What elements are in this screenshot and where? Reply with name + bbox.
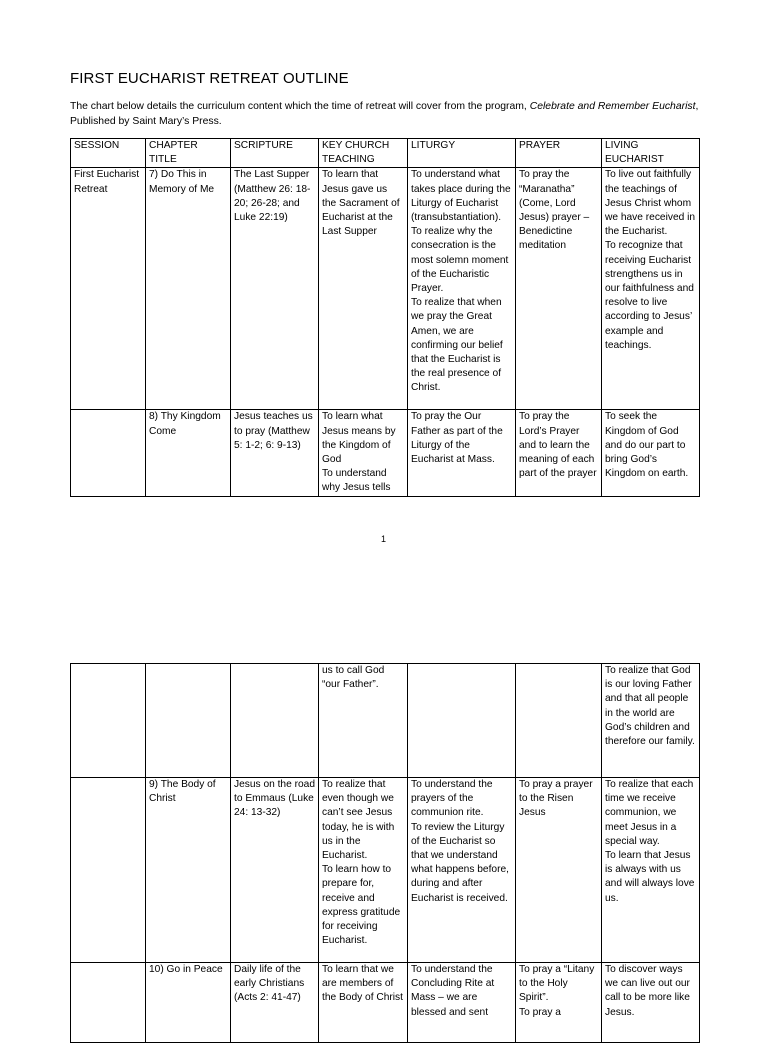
- outline-table-page-2: [70, 663, 700, 1043]
- liturgy-cell: To understand the Concluding Rite at Mass – we are blessed and sent: [408, 963, 516, 1043]
- living-eucharist-cell: To realize that each time we receive communion, we meet Jesus in a special way. To learn that Jesus is always with us and will always love us.: [602, 778, 700, 963]
- outline-table-page-1: [70, 138, 700, 497]
- liturgy-cell: To pray the Our Father as part of the Liturgy of the Eucharist at Mass.: [408, 410, 516, 497]
- chapter-cell: [146, 664, 231, 778]
- teaching-cell: us to call God “our Father”.: [319, 664, 408, 778]
- chapter-cell: 7) Do This in Memory of Me: [146, 168, 231, 410]
- table-row: [71, 963, 700, 1043]
- intro-paragraph: [70, 99, 710, 129]
- header-session: SESSION: [71, 139, 146, 168]
- header-chapter-title: CHAPTER TITLE: [146, 139, 231, 168]
- session-cell: [71, 664, 146, 778]
- teaching-cell: To learn what Jesus means by the Kingdom of God To understand why Jesus tells: [319, 410, 408, 497]
- intro-text: The chart below details the curriculum content which the time of retreat will cover from the program,: [70, 101, 530, 112]
- teaching-cell: To realize that even though we can’t see Jesus today, he is with us in the Eucharist. To learn how to prepare for, receive and express gratitude for receiving Eucharist.: [319, 778, 408, 963]
- intro-publisher: , Published by Saint Mary’s Press.: [70, 101, 699, 127]
- prayer-cell: To pray the Lord’s Prayer and to learn the meaning of each part of the prayer: [516, 410, 602, 497]
- scripture-cell: Jesus on the road to Emmaus (Luke 24: 13-32): [231, 778, 319, 963]
- living-eucharist-cell: To seek the Kingdom of God and do our part to bring God’s Kingdom on earth.: [602, 410, 700, 497]
- page-title: FIRST EUCHARIST RETREAT OUTLINE: [70, 70, 349, 87]
- table-row: [71, 410, 700, 497]
- prayer-cell: [516, 664, 602, 778]
- living-eucharist-cell: To realize that God is our loving Father and that all people in the world are God’s children and therefore our family.: [602, 664, 700, 778]
- table-row: [71, 664, 700, 778]
- teaching-cell: To learn that Jesus gave us the Sacrament of Eucharist at the Last Supper: [319, 168, 408, 410]
- chapter-cell: 9) The Body of Christ: [146, 778, 231, 963]
- header-scripture: SCRIPTURE: [231, 139, 319, 168]
- page-number: 1: [381, 534, 387, 544]
- liturgy-cell: To understand the prayers of the communion rite. To review the Liturgy of the Eucharist so that we understand what happens before, during and after Eucharist is received.: [408, 778, 516, 963]
- prayer-cell: To pray a “Litany to the Holy Spirit”. To pray a: [516, 963, 602, 1043]
- scripture-cell: Daily life of the early Christians (Acts 2: 41-47): [231, 963, 319, 1043]
- program-title: Celebrate and Remember Eucharist: [529, 101, 696, 112]
- session-cell: [71, 778, 146, 963]
- chapter-cell: 10) Go in Peace: [146, 963, 231, 1043]
- prayer-cell: To pray the “Maranatha” (Come, Lord Jesus) prayer – Benedictine meditation: [516, 168, 602, 410]
- chapter-cell: 8) Thy Kingdom Come: [146, 410, 231, 497]
- session-cell: [71, 410, 146, 497]
- header-liturgy: LITURGY: [408, 139, 516, 168]
- table-row: [71, 168, 700, 410]
- living-eucharist-cell: To discover ways we can live out our call to be more like Jesus.: [602, 963, 700, 1043]
- session-cell: [71, 963, 146, 1043]
- prayer-cell: To pray a prayer to the Risen Jesus: [516, 778, 602, 963]
- session-cell: First Eucharist Retreat: [71, 168, 146, 410]
- living-eucharist-cell: To live out faithfully the teachings of Jesus Christ whom we have received in the Eucharist. To recognize that receiving Eucharist strengthens us in our faithfulness and resolve to live according to Jesus’ example and teachings.: [602, 168, 700, 410]
- header-prayer: PRAYER: [516, 139, 602, 168]
- teaching-cell: To learn that we are members of the Body of Christ: [319, 963, 408, 1043]
- liturgy-cell: To understand what takes place during the Liturgy of Eucharist (transubstantiation). To realize why the consecration is the most solemn moment of the Eucharistic Prayer. To realize that when we pray the Great Amen, we are confirming our belief that the Eucharist is the real presence of Christ.: [408, 168, 516, 410]
- header-living-eucharist: LIVING EUCHARIST: [602, 139, 700, 168]
- scripture-cell: [231, 664, 319, 778]
- table-header-row: [71, 139, 700, 168]
- scripture-cell: The Last Supper (Matthew 26: 18-20; 26-28; and Luke 22:19): [231, 168, 319, 410]
- scripture-cell: Jesus teaches us to pray (Matthew 5: 1-2; 6: 9-13): [231, 410, 319, 497]
- table-row: [71, 778, 700, 963]
- header-key-church-teaching: KEY CHURCH TEACHING: [319, 139, 408, 168]
- liturgy-cell: [408, 664, 516, 778]
